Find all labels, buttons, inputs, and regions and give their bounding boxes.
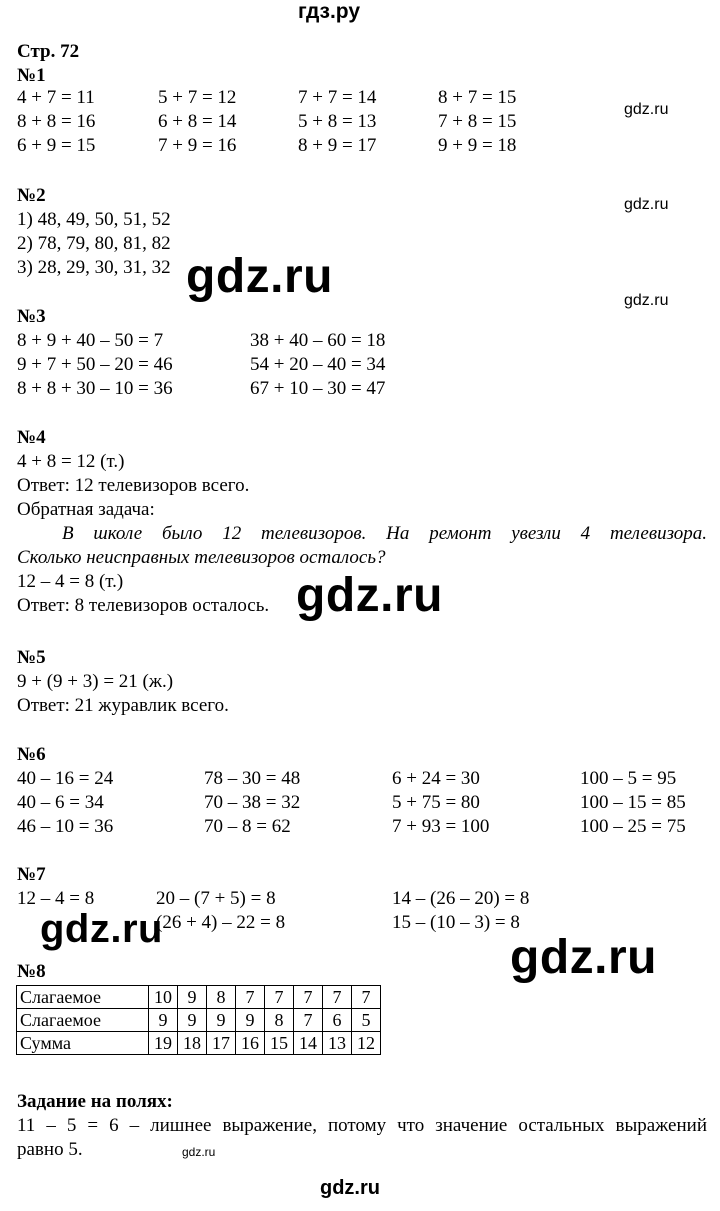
task4-number: №4 bbox=[17, 427, 46, 448]
task8-number: №8 bbox=[17, 961, 46, 982]
task7-cell: 20 – (7 + 5) = 8 bbox=[156, 888, 276, 909]
task1-cell: 7 + 8 = 15 bbox=[438, 111, 517, 132]
task1-cell: 9 + 9 = 18 bbox=[438, 135, 517, 156]
watermark-small: gdz.ru bbox=[624, 196, 669, 213]
table-cell: 8 bbox=[207, 986, 236, 1009]
table-cell: 19 bbox=[149, 1032, 178, 1055]
task6-cell: 5 + 75 = 80 bbox=[392, 792, 480, 813]
table-cell: 8 bbox=[265, 1009, 294, 1032]
task6-cell: 40 – 16 = 24 bbox=[17, 768, 114, 789]
table-cell: 7 bbox=[352, 986, 381, 1009]
task6-cell: 7 + 93 = 100 bbox=[392, 816, 490, 837]
task4-equation: 12 – 4 = 8 (т.) bbox=[17, 571, 124, 592]
task1-cell: 4 + 7 = 11 bbox=[17, 87, 95, 108]
task3-cell: 9 + 7 + 50 – 20 = 46 bbox=[17, 354, 173, 375]
task2-line: 1) 48, 49, 50, 51, 52 bbox=[17, 209, 171, 230]
watermark-large: gdz.ru bbox=[510, 931, 657, 984]
table-cell: 9 bbox=[236, 1009, 265, 1032]
task2-line: 3) 28, 29, 30, 31, 32 bbox=[17, 257, 171, 278]
table-cell: 7 bbox=[236, 986, 265, 1009]
task1-cell: 5 + 7 = 12 bbox=[158, 87, 237, 108]
table-cell: 9 bbox=[149, 1009, 178, 1032]
task3-cell: 38 + 40 – 60 = 18 bbox=[250, 330, 386, 351]
task6-cell: 70 – 38 = 32 bbox=[204, 792, 301, 813]
task6-number: №6 bbox=[17, 744, 46, 765]
table-cell: 9 bbox=[178, 986, 207, 1009]
page-label: Стр. 72 bbox=[17, 41, 80, 62]
task1-cell: 5 + 8 = 13 bbox=[298, 111, 377, 132]
task3-number: №3 bbox=[17, 306, 46, 327]
task7-cell: 14 – (26 – 20) = 8 bbox=[392, 888, 530, 909]
task3-cell: 8 + 9 + 40 – 50 = 7 bbox=[17, 330, 164, 351]
watermark-tiny: gdz.ru bbox=[182, 1145, 216, 1159]
task6-cell: 6 + 24 = 30 bbox=[392, 768, 480, 789]
table-row-header: Слагаемое bbox=[17, 1009, 149, 1032]
task2-line: 2) 78, 79, 80, 81, 82 bbox=[17, 233, 171, 254]
table-cell: 16 bbox=[236, 1032, 265, 1055]
site-header: гдз.ру bbox=[298, 0, 361, 23]
task4-problem-line: В школе было 12 телевизоров. На ремонт увезли 4 телевизора. bbox=[62, 523, 707, 544]
task5-number: №5 bbox=[17, 647, 46, 668]
table-cell: 9 bbox=[178, 1009, 207, 1032]
table-cell: 18 bbox=[178, 1032, 207, 1055]
table-cell: 9 bbox=[207, 1009, 236, 1032]
task1-cell: 6 + 8 = 14 bbox=[158, 111, 237, 132]
task4-equation: 4 + 8 = 12 (т.) bbox=[17, 451, 125, 472]
table-cell: 7 bbox=[294, 1009, 323, 1032]
task3-cell: 54 + 20 – 40 = 34 bbox=[250, 354, 386, 375]
table-cell: 15 bbox=[265, 1032, 294, 1055]
task6-cell: 78 – 30 = 48 bbox=[204, 768, 301, 789]
task1-cell: 7 + 9 = 16 bbox=[158, 135, 237, 156]
task1-cell: 6 + 9 = 15 bbox=[17, 135, 96, 156]
task5-answer: Ответ: 21 журавлик всего. bbox=[17, 695, 229, 716]
task6-cell: 46 – 10 = 36 bbox=[17, 816, 114, 837]
table-cell: 12 bbox=[352, 1032, 381, 1055]
watermark-small: gdz.ru bbox=[624, 292, 669, 309]
task7-cell: 12 – 4 = 8 bbox=[17, 888, 95, 909]
task6-cell: 100 – 15 = 85 bbox=[580, 792, 686, 813]
task6-cell: 40 – 6 = 34 bbox=[17, 792, 104, 813]
watermark-bottom: gdz.ru bbox=[320, 1177, 380, 1199]
task5-equation: 9 + (9 + 3) = 21 (ж.) bbox=[17, 671, 174, 692]
task4-inverse-label: Обратная задача: bbox=[17, 499, 155, 520]
watermark-large: gdz.ru bbox=[186, 250, 333, 303]
task4-problem-line: Сколько неисправных телевизоров осталось? bbox=[17, 547, 386, 568]
table-cell: 10 bbox=[149, 986, 178, 1009]
table-cell: 17 bbox=[207, 1032, 236, 1055]
table-cell: 6 bbox=[323, 1009, 352, 1032]
table-cell: 5 bbox=[352, 1009, 381, 1032]
task1-cell: 8 + 7 = 15 bbox=[438, 87, 517, 108]
table-row bbox=[17, 1009, 381, 1032]
table-row-header: Сумма bbox=[17, 1032, 149, 1055]
margin-task-line: 11 – 5 = 6 – лишнее выражение, потому что значение остальных выражений bbox=[17, 1115, 707, 1136]
task7-cell: 15 – (10 – 3) = 8 bbox=[392, 912, 520, 933]
table-cell: 14 bbox=[294, 1032, 323, 1055]
task2-number: №2 bbox=[17, 185, 46, 206]
table-row bbox=[17, 1032, 381, 1055]
task6-cell: 100 – 5 = 95 bbox=[580, 768, 677, 789]
task4-answer: Ответ: 12 телевизоров всего. bbox=[17, 475, 250, 496]
task6-cell: 70 – 8 = 62 bbox=[204, 816, 291, 837]
table-cell: 7 bbox=[294, 986, 323, 1009]
watermark-large: gdz.ru bbox=[40, 907, 163, 951]
task6-cell: 100 – 25 = 75 bbox=[580, 816, 686, 837]
task7-number: №7 bbox=[17, 864, 46, 885]
task4-answer: Ответ: 8 телевизоров осталось. bbox=[17, 595, 270, 616]
table-cell: 7 bbox=[265, 986, 294, 1009]
addition-table bbox=[16, 985, 381, 1055]
task7-cell: (26 + 4) – 22 = 8 bbox=[156, 912, 286, 933]
task1-number: №1 bbox=[17, 65, 46, 86]
margin-task-line: равно 5. bbox=[17, 1139, 83, 1160]
table-row bbox=[17, 986, 381, 1009]
watermark-large: gdz.ru bbox=[296, 569, 443, 622]
watermark-small: gdz.ru bbox=[624, 101, 669, 118]
table-row-header: Слагаемое bbox=[17, 986, 149, 1009]
task1-cell: 8 + 8 = 16 bbox=[17, 111, 96, 132]
task3-cell: 8 + 8 + 30 – 10 = 36 bbox=[17, 378, 173, 399]
table-cell: 7 bbox=[323, 986, 352, 1009]
task1-cell: 7 + 7 = 14 bbox=[298, 87, 377, 108]
table-cell: 13 bbox=[323, 1032, 352, 1055]
margin-task-title: Задание на полях: bbox=[17, 1091, 173, 1112]
task3-cell: 67 + 10 – 30 = 47 bbox=[250, 378, 386, 399]
task1-cell: 8 + 9 = 17 bbox=[298, 135, 377, 156]
